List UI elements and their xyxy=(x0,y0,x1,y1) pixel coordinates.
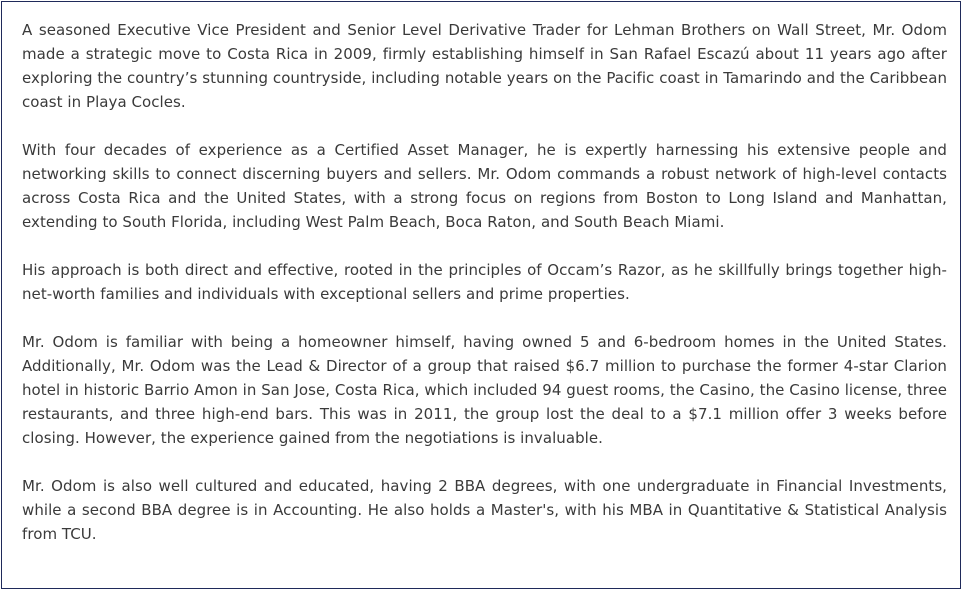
bio-panel xyxy=(1,1,961,589)
bio-content xyxy=(22,18,947,546)
bio-paragraph-approach: His approach is both direct and effective, rooted in the principles of Occam’s Razor, as he skillfully brings together high-net-worth families and individuals with exceptional sellers and prime properties. xyxy=(22,261,947,303)
bio-paragraph-experience: With four decades of experience as a Certified Asset Manager, he is expertly harnessing his extensive people and networking skills to connect discerning buyers and sellers. Mr. Odom commands a robust network of high-level contacts across Costa Rica and the United States, with a strong focus on regions from Boston to Long Island and Manhattan, extending to South Florida, including West Palm Beach, Boca Raton, and South Beach Miami. xyxy=(22,141,947,231)
bio-paragraph-homeowner: Mr. Odom is familiar with being a homeowner himself, having owned 5 and 6-bedroom homes in the United States. Additionally, Mr. Odom was the Lead & Director of a group that raised $6.7 million to purchase the former 4-star Clarion hotel in historic Barrio Amon in San Jose, Costa Rica, which included 94 guest rooms, the Casino, the Casino license, three restaurants, and three high-end bars. This was in 2011, the group lost the deal to a $7.1 million offer 3 weeks before closing. However, the experience gained from the negotiations is invaluable. xyxy=(22,333,947,447)
bio-paragraph-education: Mr. Odom is also well cultured and educated, having 2 BBA degrees, with one undergraduate in Financial Investments, while a second BBA degree is in Accounting. He also holds a Master's, with his MBA in Quantitative & Statistical Analysis from TCU. xyxy=(22,477,947,543)
bio-paragraph-background: A seasoned Executive Vice President and Senior Level Derivative Trader for Lehman Brothers on Wall Street, Mr. Odom made a strategic move to Costa Rica in 2009, firmly establishing himself in San Rafael Escazú about 11 years ago after exploring the country’s stunning countryside, including notable years on the Pacific coast in Tamarindo and the Caribbean coast in Playa Cocles. xyxy=(22,21,947,111)
